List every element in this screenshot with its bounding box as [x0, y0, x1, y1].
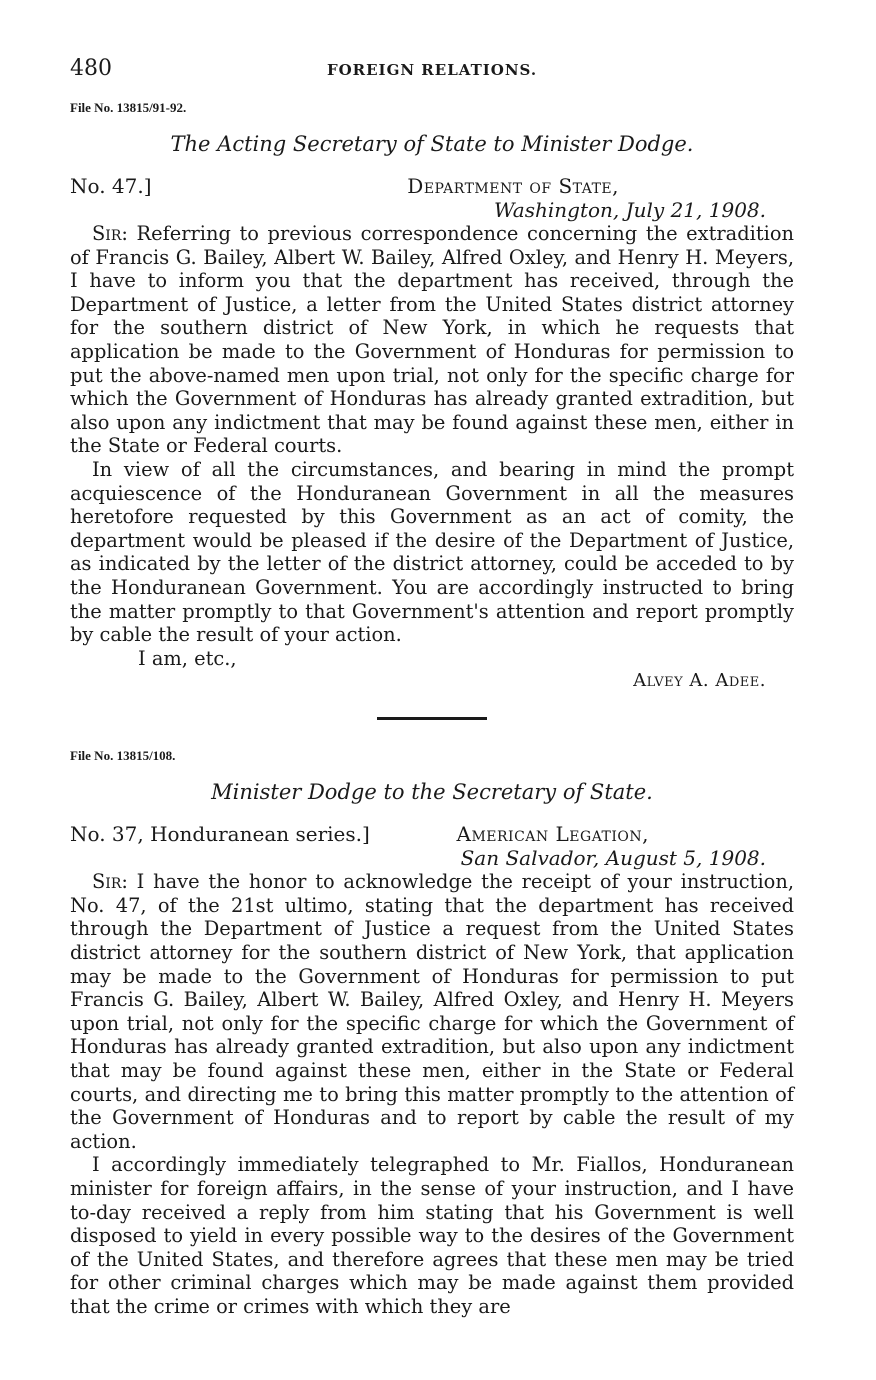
file-number: File No. 13815/108.	[70, 748, 176, 764]
paragraph: In view of all the circumstances, and bearing in mind the prompt acquiescence of the Honduranean Government in all the measures heretofore requested by this Government as an act of comity, the department would be pleased if the desire of the Department of Justice, as indicated by the letter of the district attorney, could be acceded to by the Honduranean Government. You are accordingly instructed to bring the matter promptly to that Government's attention and report promptly by cable the result of your action.	[70, 457, 794, 647]
paragraph	[70, 870, 794, 1153]
dispatch-place-date: Washington, July 21, 1908.	[493, 198, 766, 222]
document-page	[70, 56, 794, 1319]
signature: Alvey A. Adee.	[633, 670, 766, 692]
letter-heading: The Acting Secretary of State to Minister Dodge.	[170, 132, 694, 156]
file-number: File No. 13815/91-92.	[70, 100, 187, 115]
section-divider	[377, 717, 487, 720]
dispatch-header	[70, 174, 794, 222]
running-head	[70, 56, 794, 86]
letter-heading: Minister Dodge to the Secretary of State.	[211, 780, 653, 805]
paragraph	[70, 222, 794, 458]
page-number: 480	[70, 56, 112, 81]
paragraph-text: : Referring to previous correspondence concerning the extradition of Francis G. Bailey, Albert W. Bailey, Alfred Oxley, and Henry H. Meyers, I have to inform you that the department has received, through the Department of Justice, a letter from the United States district attorney for the southern district of New York, in which he requests that application be made to the Government of Honduras for permission to put the above-named men upon trial, not only for the specific charge for which the Government of Honduras has already granted extradition, but also upon any indictment that may be found against these men, either in the State or Federal courts.	[70, 222, 794, 458]
paragraph: I accordingly immediately telegraphed to Mr. Fiallos, Honduranean minister for foreign affairs, in the sense of your instruction, and I have to-day received a reply from him stating that his Government is well disposed to yield in every possible way to the desires of the Government of the United States, and therefore agrees that these men may be tried for other criminal charges which may be made against them provided that the crime or crimes with which they are	[70, 1153, 794, 1318]
dispatch-office: American Legation,	[456, 822, 649, 847]
running-title: FOREIGN RELATIONS.	[326, 61, 538, 79]
dispatch-number: No. 37, Honduranean series.]	[70, 822, 370, 847]
dispatch-header	[70, 822, 794, 870]
dispatch-place-date: San Salvador, August 5, 1908.	[460, 846, 766, 871]
salutation: Sir	[92, 222, 122, 245]
dispatch-number: No. 47.]	[70, 174, 152, 198]
salutation: Sir	[92, 870, 122, 894]
closing: I am, etc.,	[138, 646, 237, 670]
dispatch-office: Department of State,	[407, 174, 619, 198]
paragraph-text: : I have the honor to acknowledge the receipt of your instruction, No. 47, of the 21st ultimo, stating that the department has received through the Department of Justice a request from the United States district attorney for the southern district of New York, that application may be made to the Government of Honduras for permission to put Francis G. Bailey, Albert W. Bailey, Alfred Oxley, and Henry H. Meyers upon trial, not only for the specific charge for which the Government of Honduras has already granted extradition, but also upon any indictment that may be found against these men, either in the State or Federal courts, and directing me to bring this matter promptly to the attention of the Government of Honduras and to report by cable the result of my action.	[70, 870, 794, 1153]
